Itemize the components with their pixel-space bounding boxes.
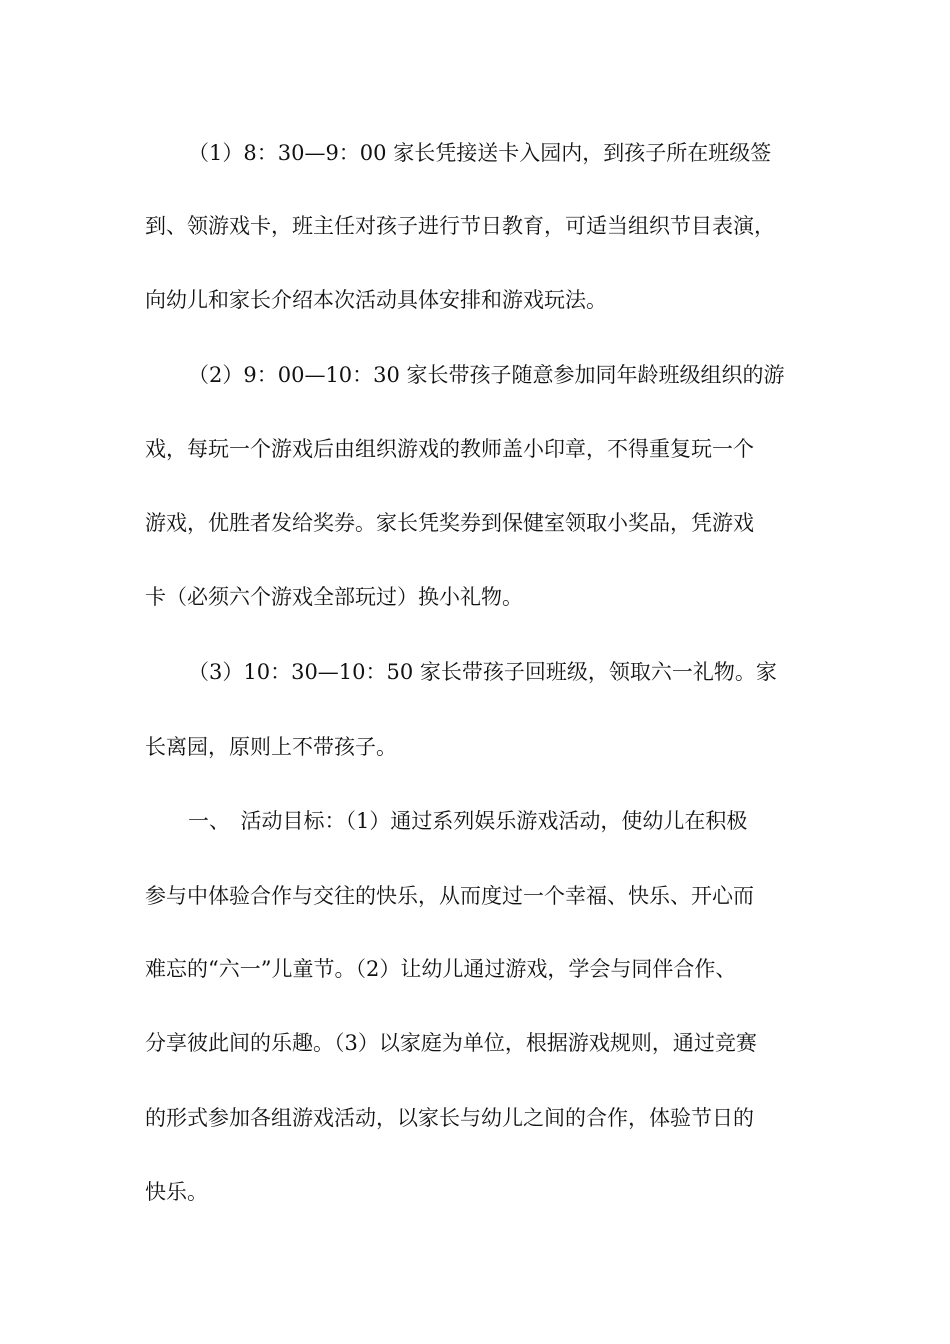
text-line: 到、领游戏卡，班主任对孩子进行节日教育，可适当组织节目表演， xyxy=(145,214,775,238)
text-line: 分享彼此间的乐趣。（3）以家庭为单位，根据游戏规则，通过竞赛 xyxy=(145,1031,757,1055)
text-line: 参与中体验合作与交往的快乐，从而度过一个幸福、快乐、开心而 xyxy=(145,884,754,908)
text-line: 卡（必须六个游戏全部玩过）换小礼物。 xyxy=(145,585,523,609)
text-line: 难忘的“六一”儿童节。（2）让幼儿通过游戏，学会与同伴合作、 xyxy=(145,957,737,981)
text-line: 的形式参加各组游戏活动，以家长与幼儿之间的合作，体验节日的 xyxy=(145,1106,754,1130)
text-line: 游戏，优胜者发给奖券。家长凭奖券到保健室领取小奖品，凭游戏 xyxy=(145,511,754,535)
text-line: 戏，每玩一个游戏后由组织游戏的教师盖小印章，不得重复玩一个 xyxy=(145,437,754,461)
text-line: 向幼儿和家长介绍本次活动具体安排和游戏玩法。 xyxy=(145,288,607,312)
text-line: （1）8：30—9：00 家长凭接送卡入园内，到孩子所在班级签 xyxy=(188,141,772,165)
text-line: 一、 活动目标：（1）通过系列娱乐游戏活动，使幼儿在积极 xyxy=(188,809,748,833)
text-line: （2）9：00—10：30 家长带孩子随意参加同年龄班级组织的游 xyxy=(188,363,785,387)
text-line: 快乐。 xyxy=(145,1180,208,1204)
text-line: 长离园，原则上不带孩子。 xyxy=(145,735,397,759)
text-line: （3）10：30—10：50 家长带孩子回班级，领取六一礼物。家 xyxy=(188,660,777,684)
